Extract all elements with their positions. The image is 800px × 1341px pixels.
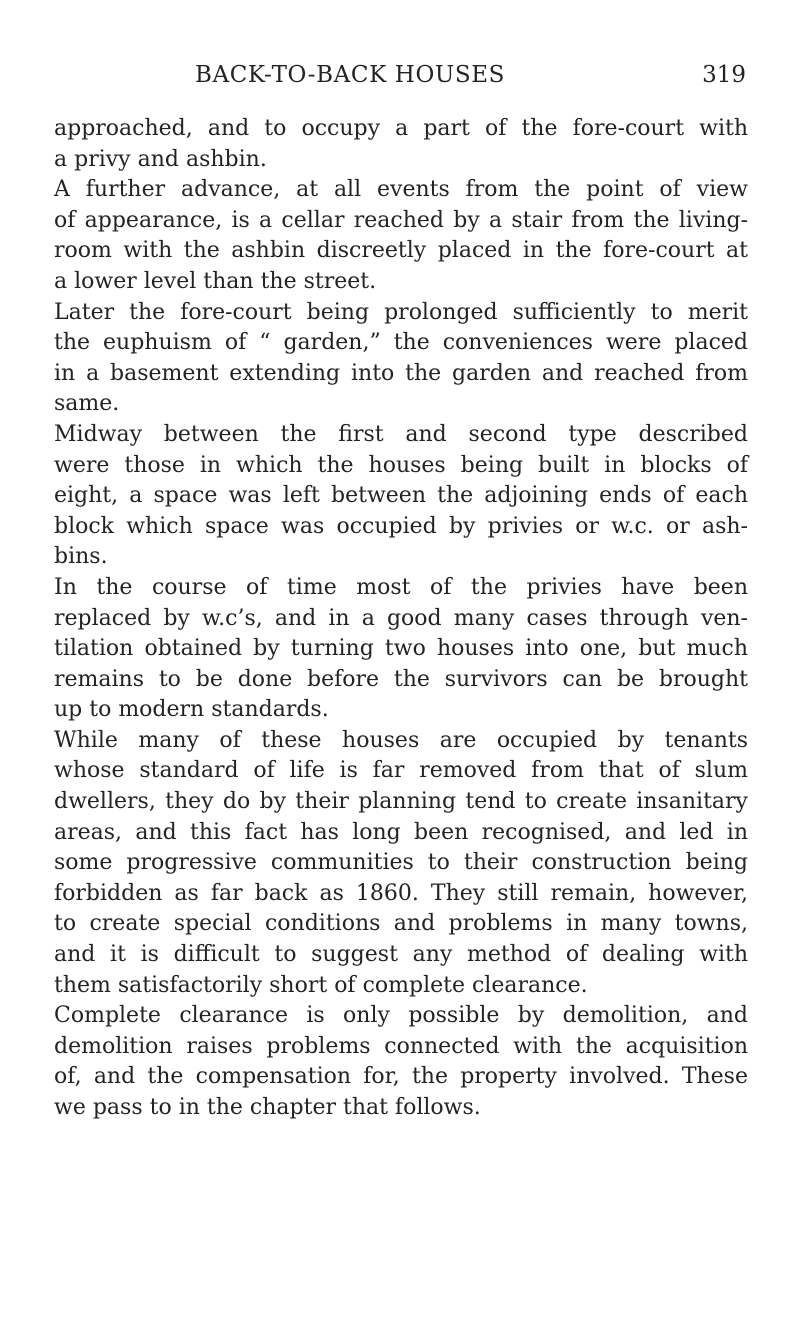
text-line: approached, and to occupy a part of the fore-court with — [54, 116, 748, 141]
text-line: same. — [54, 391, 120, 417]
text-line: In the course of time most of the privies have been — [54, 574, 748, 600]
page-number: 319 — [702, 62, 746, 88]
text-line: areas, and this fact has long been recognised, and led in — [54, 819, 748, 845]
text-line: and it is difficult to suggest any method of dealing with — [54, 942, 748, 968]
paragraph-5 — [54, 573, 748, 726]
text-line: forbidden as far back as 1860. They still remain, however, — [54, 880, 748, 906]
text-line: we pass to in the chapter that follows. — [54, 1095, 481, 1120]
text-line: room with the ashbin discreetly placed in the fore-court at — [54, 238, 748, 264]
running-title: BACK-TO-BACK HOUSES — [195, 62, 505, 88]
text-line: eight, a space was left between the adjoining ends of each — [54, 483, 748, 509]
text-line: up to modern standards. — [54, 697, 329, 723]
text-line: the euphuism of “ garden,” the conveniences were placed — [54, 330, 748, 356]
paragraph-4 — [54, 420, 748, 573]
text-line: in a basement extending into the garden and reached from — [54, 360, 748, 386]
text-line: of, and the compensation for, the property involved. These — [54, 1064, 748, 1090]
text-line: replaced by w.c’s, and in a good many cases through ven- — [54, 605, 748, 631]
paragraph-2 — [54, 175, 748, 297]
paragraph-6 — [54, 726, 748, 1001]
text-line: whose standard of life is far removed from that of slum — [54, 758, 748, 784]
text-line: them satisfactorily short of complete clearance. — [54, 972, 588, 998]
text-line: were those in which the houses being built in blocks of — [54, 452, 748, 478]
paragraph-3 — [54, 298, 748, 420]
text-line: remains to be done before the survivors can be brought — [54, 666, 748, 692]
paragraph-7 — [54, 1001, 748, 1123]
text-line: dwellers, they do by their planning tend to create insanitary — [54, 789, 748, 815]
paragraph-1 — [54, 114, 748, 175]
text-line: demolition raises problems connected with the acquisition — [54, 1033, 748, 1059]
text-line: a lower level than the street. — [54, 268, 377, 294]
running-head — [0, 62, 800, 102]
text-line: tilation obtained by turning two houses into one, but much — [54, 636, 748, 662]
text-line: Complete clearance is only possible by demolition, and — [54, 1003, 748, 1029]
text-line: bins. — [54, 544, 108, 570]
text-line: of appearance, is a cellar reached by a stair from the living- — [54, 207, 748, 233]
text-line: to create special conditions and problems in many towns, — [54, 911, 748, 937]
text-line: Midway between the first and second type described — [54, 421, 748, 447]
text-line: some progressive communities to their construction being — [54, 850, 748, 876]
text-line: While many of these houses are occupied by tenants — [54, 727, 748, 753]
text-line: block which space was occupied by privies or w.c. or ash- — [54, 513, 748, 539]
body-text — [54, 114, 748, 1124]
text-line: A further advance, at all events from the point of view — [54, 177, 748, 203]
text-line: Later the fore-court being prolonged sufficiently to merit — [54, 299, 748, 325]
text-line: a privy and ashbin. — [54, 146, 267, 172]
